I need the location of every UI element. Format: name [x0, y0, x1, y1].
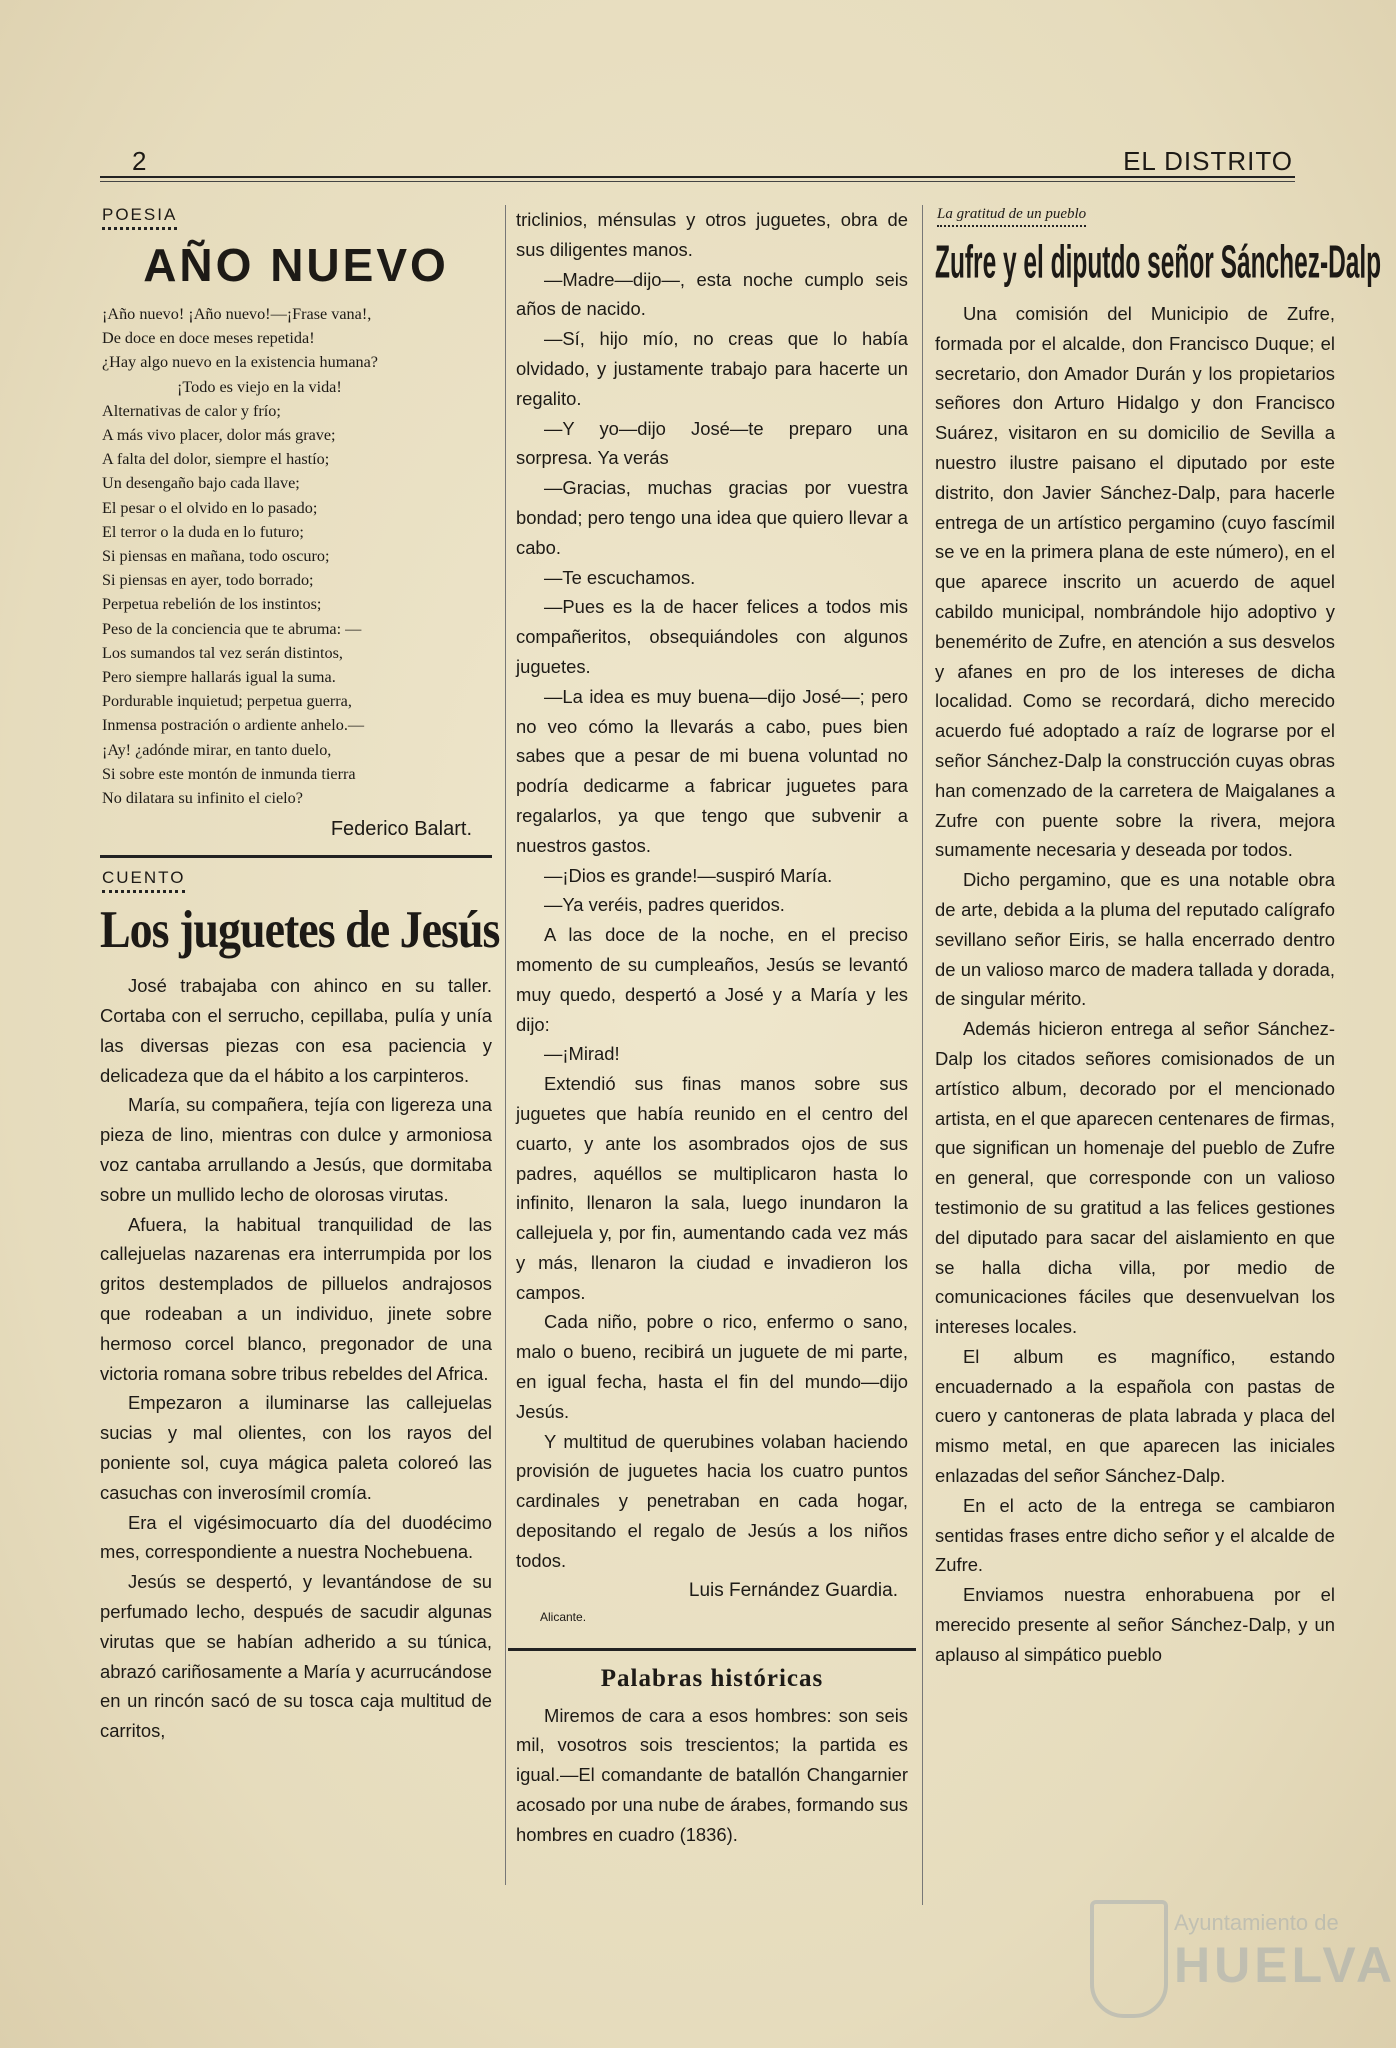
page-number: 2 — [132, 146, 147, 176]
story-paragraph: Y multitud de querubines volaban haciendo provisión de juguetes hacia los cuatro puntos cardinales y penetraban en cada hogar, depositando el regalo de Jesús a los niños todos. — [516, 1430, 908, 1571]
poem-line: No dilatara su infinito el cielo? — [102, 789, 303, 808]
poem-line: De doce en doce meses repetida! — [102, 329, 315, 348]
poem-line: Si piensas en mañana, todo oscuro; — [102, 547, 330, 566]
zufre-kicker: La gratitud de un pueblo — [937, 206, 1086, 227]
poem-line: Un desengaño bajo cada llave; — [102, 474, 300, 493]
poem-line: ¡Ay! ¿adónde mirar, en tanto duelo, — [102, 740, 332, 759]
poem-kicker: POESIA — [102, 205, 177, 230]
poem-title: AÑO NUEVO — [143, 239, 449, 291]
zufre-paragraph: Enviamos nuestra enhorabuena por el merecido presente al señor Sánchez-Dalp, y un aplauso al simpático pueblo — [935, 1584, 1335, 1665]
story-paragraph: —Ya veréis, padres queridos. — [544, 894, 785, 916]
story-title: Los juguetes de Jesús — [100, 900, 500, 959]
poem-line: ¿Hay algo nuevo en la existencia humana? — [102, 353, 378, 372]
poem-line: ¡Todo es viejo en la vida! — [177, 377, 342, 396]
story-paragraph: —Gracias, muchas gracias por vuestra bondad; pero tengo una idea que quiero llevar a cabo. — [516, 477, 908, 558]
poem-line: A más vivo placer, dolor más grave; — [102, 426, 336, 445]
poem-line: Perpetua rebelión de los instintos; — [102, 595, 322, 614]
watermark — [1090, 1900, 1396, 2020]
story-paragraph: —Madre—dijo—, esta noche cumplo seis años de nacido. — [516, 268, 908, 320]
watermark-line2: HUELVA — [1174, 1937, 1396, 1993]
column-1 — [100, 205, 500, 1746]
story-paragraph: —¡Mirad! — [544, 1043, 620, 1065]
zufre-title: Zufre y el diputdo señor Sánchez-Dalp — [935, 237, 1382, 289]
poem-line: Pordurable inquietud; perpetua guerra, — [102, 692, 352, 711]
story-paragraph: —Pues es la de hacer felices a todos mis compañeritos, obsequiándoles con algunos juguetes. — [516, 596, 908, 677]
zufre-paragraph: El album es magnífico, estando encuadernado a la española con pastas de cuero y cantoneras de plata labrada y placa del mismo metal, en que aparecen las iniciales enlazadas del señor Sánchez-Dalp. — [935, 1345, 1335, 1487]
story-paragraph: A las doce de la noche, en el preciso momento de su cumpleaños, Jesús se levantó muy quedo, despertó a José y a María y les dijo: — [516, 924, 908, 1035]
poem-line: Peso de la conciencia que te abruma: — — [102, 619, 362, 638]
story-paragraph: José trabajaba con ahinco en su taller. Cortaba con el serrucho, cepillaba, pulía y unía las diversas piezas con esa paciencia y delicadeza que da el hábito a los carpinteros. — [100, 975, 492, 1086]
column-divider-1 — [505, 205, 506, 1885]
column-divider-2 — [922, 205, 923, 1905]
zufre-paragraph: Además hicieron entrega al señor Sánchez-Dalp los citados señores comisionados de un artístico album, decorado por el mencionado artista, en el que aparecen centenares de firmas, que significan un homenaje del pueblo de Zufre en general, que corresponde con un valioso testimonio de su gratitud a las felices gestiones del diputado para sacar del aislamiento en que se halla dicha villa, por medio de comunicaciones fáciles que desenvuelvan los intereses locales. — [935, 1018, 1335, 1338]
story-paragraph: —Te escuchamos. — [544, 566, 696, 588]
story-paragraph: triclinios, ménsulas y otros juguetes, obra de sus diligentes manos. — [516, 209, 908, 260]
story-place: Alicante. — [540, 1609, 587, 1624]
watermark-line1: Ayuntamiento de — [1174, 1910, 1339, 1935]
story-kicker: CUENTO — [102, 868, 185, 893]
column-2 — [516, 205, 908, 1850]
poem-body — [100, 302, 492, 810]
poem-line: Si piensas en ayer, todo borrado; — [102, 571, 314, 590]
palabras-text: Miremos de cara a esos hombres: son seis mil, vosotros sois trescientos; la partida es igual.—El comandante de batallón Changarnier acosado por una nube de árabes, formando sus hombres en cuadro (1836). — [516, 1704, 908, 1845]
story-paragraph: —Sí, hijo mío, no creas que lo había olvidado, y justamente trabajo para hacerte un regalito. — [516, 328, 908, 409]
story-paragraph: Empezaron a iluminarse las callejuelas sucias y mal olientes, con los rayos del poniente sol, cuya mágica paleta coloreó las casuchas con inverosímil cromía. — [100, 1392, 492, 1503]
story-paragraph: María, su compañera, tejía con ligereza una pieza de lino, mientras con dulce y armoniosa voz cantaba arrullando a Jesús, que dormitaba sobre un mullido lecho de olorosas virutas. — [100, 1094, 492, 1205]
poem-line: Los sumandos tal vez serán distintos, — [102, 643, 343, 662]
story-paragraph: Era el vigésimocuarto día del duodécimo mes, correspondiente a nuestra Nochebuena. — [100, 1511, 492, 1563]
poem-line: A falta del dolor, siempre el hastío; — [102, 450, 330, 469]
crest-icon — [1090, 1900, 1168, 2018]
masthead: EL DISTRITO — [1123, 146, 1293, 176]
poem-line: Inmensa postración o ardiente anhelo.— — [102, 716, 365, 735]
story-paragraph: —La idea es muy buena—dijo José—; pero no veo cómo la llevarás a cabo, pues bien sabes que a pesar de mi buena voluntad no podría dedicarme a fabricar juguetes para regalarlos, ya que tengo que subvenir a nuestros gastos. — [516, 685, 908, 856]
column-3 — [935, 205, 1382, 1670]
section-rule — [508, 1648, 916, 1651]
poem-line: ¡Año nuevo! ¡Año nuevo!—¡Frase vana!, — [102, 305, 372, 323]
story-paragraph: —¡Dios es grande!—suspiró María. — [544, 864, 833, 886]
header-rule — [100, 181, 1295, 182]
story-paragraph: Cada niño, pobre o rico, enfermo o sano, malo o bueno, recibirá un juguete de mi parte, en igual fecha, hasta el fin del mundo—dijo Jesús. — [516, 1311, 908, 1422]
poem-line: Si sobre este montón de inmunda tierra — [102, 764, 356, 783]
story-paragraph: Afuera, la habitual tranquilidad de las callejuelas nazarenas era interrumpida por los gritos destemplados de pilluelos andrajosos que rodeaban a un individuo, jinete sobre hermoso corcel blanco, pregonador de una victoria romana sobre tribus rebeldes del Africa. — [100, 1213, 492, 1384]
section-rule — [100, 855, 492, 858]
zufre-paragraph: Una comisión del Municipio de Zufre, formada por el alcalde, don Francisco Duque; el secretario, don Amador Durán y los propietarios señores don Arturo Hidalgo y don Francisco Suárez, visitaron en su domicilio de Sevilla a nuestro ilustre paisano el diputado por este distrito, don Javier Sánchez-Dalp, para hacerle entrega de un artístico pergamino (cuyo fascímil se ve en la primera plana de este número), en el que aparece inscrito un acuerdo de aquel cabildo municipal, nombrándole hijo adoptivo y benemérito de Zufre, en atención a sus desvelos y afanes en pro de los intereses de dicha localidad. Como se recordará, dicho merecido acuerdo fué adoptado a raíz de lograrse por el señor Sánchez-Dalp la construcción cuyas obras han comenzado de la carretera de Maigalanes a Zufre con puente sobre la rivera, mejora sumamente necesaria y deseada por todos. — [935, 303, 1335, 861]
palabras-title: Palabras históricas — [600, 1664, 824, 1692]
zufre-paragraph: Dicho pergamino, que es una notable obra de arte, debida a la pluma del reputado calígrafo sevillano señor Eiris, se halla encerrado dentro de un valioso marco de madera tallada y dorada, de singular mérito. — [935, 869, 1335, 1010]
poem-line: Alternativas de calor y frío; — [102, 401, 281, 420]
poem-line: El terror o la duda en lo futuro; — [102, 522, 304, 541]
story-author: Luis Fernández Guardia. — [688, 1579, 898, 1601]
poem-author: Federico Balart. — [330, 818, 472, 841]
page-header — [100, 142, 1295, 178]
poem-line: El pesar o el olvido en lo pasado; — [102, 498, 318, 517]
poem-line: Pero siempre hallarás igual la suma. — [102, 668, 336, 687]
story-paragraph: —Y yo—dijo José—te preparo una sorpresa. Ya verás — [516, 417, 908, 469]
story-paragraph: Extendió sus finas manos sobre sus juguetes que había reunido en el centro del cuarto, y ante los asombrados ojos de sus padres, aquéllos se multiplicaron hasta lo infinito, llenaron la sala, luego inundaron la callejuela y, por fin, aumentando cada vez más y más, llenaron la ciudad e invadieron los campos. — [516, 1073, 908, 1303]
story-paragraph: Jesús se despertó, y levantándose de su perfumado lecho, después de sacudir algunas virutas que se habían adherido a su túnica, abrazó cariñosamente a María y acurrucándose en un rincón sacó de su tosca caja multitud de carritos, — [100, 1571, 492, 1742]
zufre-paragraph: En el acto de la entrega se cambiaron sentidas frases entre dicho señor y el alcalde de Zufre. — [935, 1494, 1335, 1576]
